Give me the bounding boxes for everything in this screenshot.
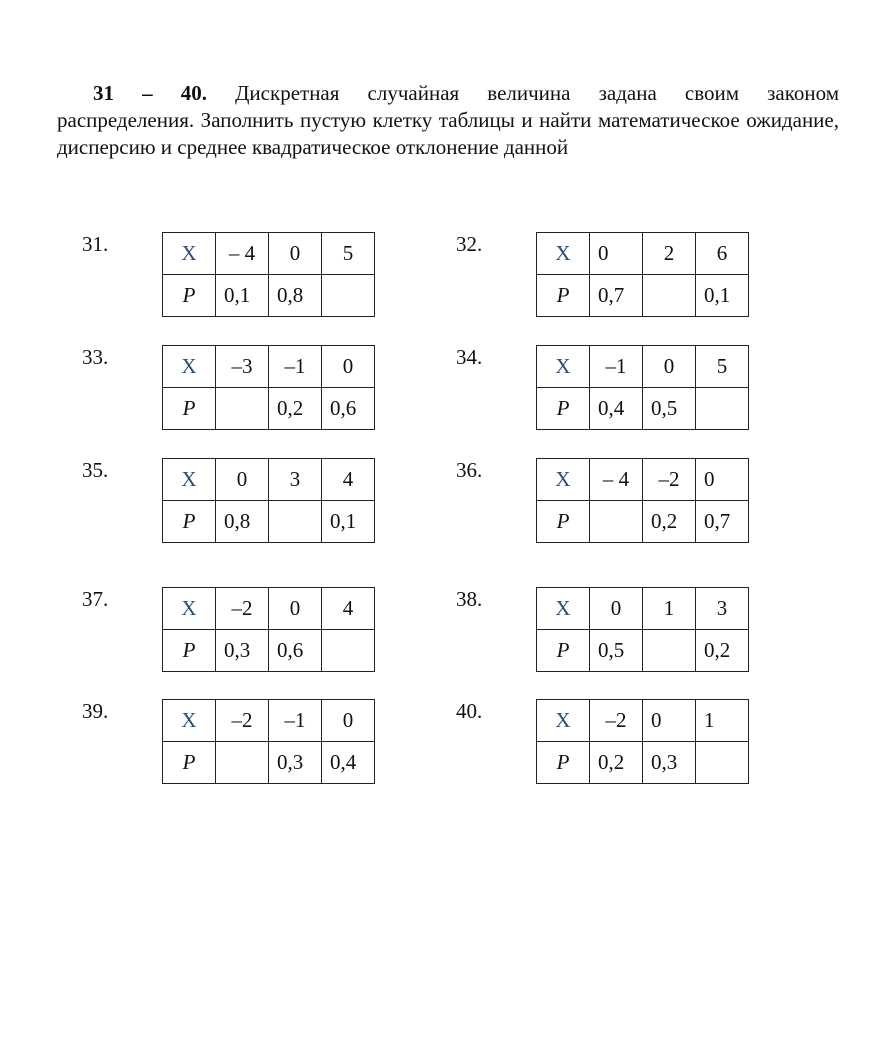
p-value: 0,6 <box>322 388 375 430</box>
p-value: 0,3 <box>269 742 322 784</box>
problem-number: 31. <box>82 232 109 256</box>
row-label-p: P <box>163 630 216 672</box>
problem-36 <box>456 458 836 548</box>
row-label-p: P <box>537 630 590 672</box>
problem-number: 34. <box>456 345 483 369</box>
distribution-table <box>162 587 375 672</box>
p-value: 0,1 <box>696 275 749 317</box>
row-label-x: X <box>163 233 216 275</box>
row-label-x: X <box>537 459 590 501</box>
task-range: 31 – 40. <box>93 81 207 105</box>
problem-number: 32. <box>456 232 483 256</box>
p-value-empty <box>322 275 375 317</box>
task-text-line1: Дискретная случайная величина задана своим законом <box>235 81 840 105</box>
distribution-table <box>162 232 375 317</box>
row-label-p: P <box>163 742 216 784</box>
x-value: 0 <box>269 588 322 630</box>
p-value: 0,7 <box>696 501 749 543</box>
p-value-empty <box>322 630 375 672</box>
x-value: 0 <box>216 459 269 501</box>
problem-number: 39. <box>82 699 109 723</box>
table-row-p <box>537 275 749 317</box>
row-label-p: P <box>537 742 590 784</box>
p-value-empty <box>696 742 749 784</box>
problem-number: 40. <box>456 699 483 723</box>
row-label-x: X <box>163 346 216 388</box>
distribution-table <box>536 587 749 672</box>
problem-number: 38. <box>456 587 483 611</box>
x-value: 3 <box>696 588 749 630</box>
p-value-empty <box>216 388 269 430</box>
problem-34 <box>456 345 836 435</box>
table-row-p <box>537 742 749 784</box>
x-value: 0 <box>643 346 696 388</box>
table-row-x <box>537 588 749 630</box>
row-label-p: P <box>537 275 590 317</box>
distribution-table <box>536 345 749 430</box>
p-value: 0,8 <box>269 275 322 317</box>
row-label-p: P <box>537 501 590 543</box>
distribution-table <box>162 345 375 430</box>
p-value: 0,4 <box>322 742 375 784</box>
task-statement <box>57 80 839 161</box>
x-value: 0 <box>643 700 696 742</box>
distribution-table <box>536 458 749 543</box>
p-value-empty <box>590 501 643 543</box>
p-value: 0,1 <box>216 275 269 317</box>
p-value: 0,6 <box>269 630 322 672</box>
table-row-x <box>537 459 749 501</box>
x-value: –2 <box>216 700 269 742</box>
p-value: 0,4 <box>590 388 643 430</box>
p-value: 0,2 <box>696 630 749 672</box>
x-value: 5 <box>696 346 749 388</box>
table-row-x <box>163 588 375 630</box>
x-value: 2 <box>643 233 696 275</box>
x-value: 6 <box>696 233 749 275</box>
x-value: 0 <box>696 459 749 501</box>
table-row-p <box>163 275 375 317</box>
x-value: –3 <box>216 346 269 388</box>
x-value: –1 <box>269 346 322 388</box>
x-value: 4 <box>322 459 375 501</box>
p-value-empty <box>643 630 696 672</box>
problem-32 <box>456 232 836 322</box>
x-value: 0 <box>590 588 643 630</box>
problem-number: 33. <box>82 345 109 369</box>
table-row-x <box>163 700 375 742</box>
distribution-table <box>162 699 375 784</box>
table-row-x <box>163 233 375 275</box>
x-value: 5 <box>322 233 375 275</box>
x-value: – 4 <box>216 233 269 275</box>
problem-37 <box>82 587 462 677</box>
x-value: – 4 <box>590 459 643 501</box>
table-row-p <box>537 388 749 430</box>
x-value: –2 <box>590 700 643 742</box>
table-row-x <box>537 346 749 388</box>
x-value: –2 <box>216 588 269 630</box>
table-row-x <box>537 233 749 275</box>
x-value: –1 <box>269 700 322 742</box>
problem-38 <box>456 587 836 677</box>
table-row-p <box>163 388 375 430</box>
problem-number: 36. <box>456 458 483 482</box>
x-value: 0 <box>590 233 643 275</box>
x-value: –1 <box>590 346 643 388</box>
table-row-p <box>163 630 375 672</box>
p-value-empty <box>269 501 322 543</box>
x-value: 0 <box>322 700 375 742</box>
x-value: 3 <box>269 459 322 501</box>
x-value: 0 <box>322 346 375 388</box>
p-value: 0,7 <box>590 275 643 317</box>
p-value-empty <box>696 388 749 430</box>
p-value: 0,5 <box>643 388 696 430</box>
row-label-x: X <box>537 346 590 388</box>
x-value: 1 <box>643 588 696 630</box>
distribution-table <box>162 458 375 543</box>
p-value: 0,2 <box>590 742 643 784</box>
table-row-x <box>163 459 375 501</box>
table-row-x <box>537 700 749 742</box>
p-value-empty <box>216 742 269 784</box>
problem-number: 35. <box>82 458 109 482</box>
p-value: 0,2 <box>269 388 322 430</box>
x-value: –2 <box>643 459 696 501</box>
row-label-x: X <box>537 700 590 742</box>
distribution-table <box>536 699 749 784</box>
row-label-x: X <box>163 700 216 742</box>
row-label-p: P <box>163 388 216 430</box>
x-value: 0 <box>269 233 322 275</box>
problem-33 <box>82 345 462 435</box>
x-value: 4 <box>322 588 375 630</box>
p-value: 0,3 <box>216 630 269 672</box>
p-value: 0,2 <box>643 501 696 543</box>
row-label-x: X <box>537 233 590 275</box>
p-value: 0,3 <box>643 742 696 784</box>
p-value: 0,5 <box>590 630 643 672</box>
p-value: 0,1 <box>322 501 375 543</box>
row-label-p: P <box>537 388 590 430</box>
p-value-empty <box>643 275 696 317</box>
row-label-p: P <box>163 275 216 317</box>
problem-35 <box>82 458 462 548</box>
x-value: 1 <box>696 700 749 742</box>
problem-number: 37. <box>82 587 109 611</box>
problem-40 <box>456 699 836 789</box>
task-text-rest: распределения. Заполнить пустую клетку таблицы и найти математическое ожидание, дисперсию и среднее квадратическое отклонение данной <box>57 108 839 159</box>
problem-39 <box>82 699 462 789</box>
task-first-line <box>57 80 839 107</box>
row-label-x: X <box>537 588 590 630</box>
p-value: 0,8 <box>216 501 269 543</box>
table-row-p <box>537 501 749 543</box>
table-row-p <box>163 742 375 784</box>
table-row-x <box>163 346 375 388</box>
row-label-p: P <box>163 501 216 543</box>
table-row-p <box>163 501 375 543</box>
table-row-p <box>537 630 749 672</box>
distribution-table <box>536 232 749 317</box>
problem-31 <box>82 232 462 322</box>
row-label-x: X <box>163 588 216 630</box>
row-label-x: X <box>163 459 216 501</box>
